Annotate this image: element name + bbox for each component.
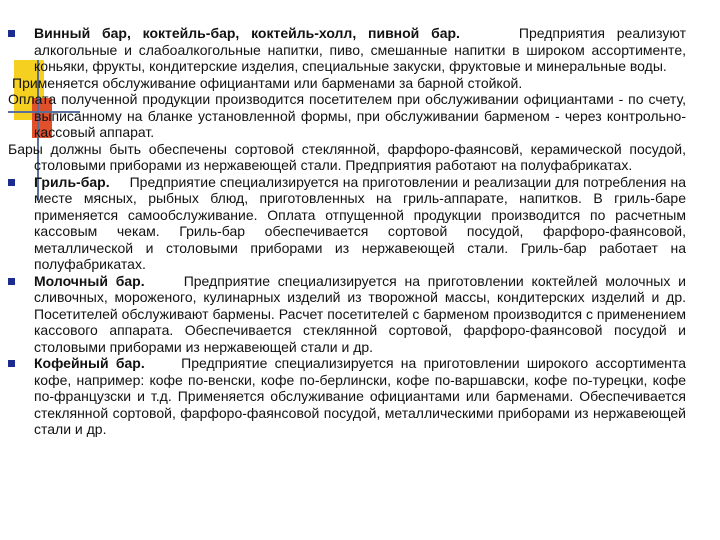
paragraph-wine-bar: [8, 25, 686, 75]
paragraph-payment: [8, 91, 686, 141]
paragraph-text: Предприятие специализируется на приготовлении и реализации для потребления на месте мясных, рыбных блюд, приготовленных на гриль-аппарате, напитков. В гриль-баре применяется самообслуживание. Оплата отпущенной продукции производится по расчетным кассовым чекам. Гриль-бар обеспечивается сортовой посудой, фарфоро-фаянсовой, металлической и столовыми приборами из нержавеющей стали. Гриль-бар работает на полуфабрикатах.: [34, 173, 686, 272]
square-bullet-icon: [8, 179, 15, 186]
paragraph-text: Предприятие специализируется на приготовлении широкого ассортимента кофе, например: кофе по-венски, кофе по-берлински, кофе по-варшавски, кофе по-турецки, кофе по-французски и т.д. Применяется обслуживание официантами или барменами. Обеспечивается стеклянной сортовой, фарфоро-фаянсовой посудой, металлическими приборами из нержавеющей стали и др.: [34, 355, 687, 437]
paragraph-text: Предприятие специализируется на приготовлении коктейлей молочных и сливочных, мороженого, кулинарных изделий из творожной массы, кондитерских изделий и др. Посетителей обслуживают бармены. Расчет посетителей с барменом производится с применением кассового аппарата. Обеспечивается стеклянной сортовой, фарфоро-фаянсовой посудой и столовыми приборами из нержавеющей стали и др.: [34, 272, 686, 355]
paragraph-milk-bar: [8, 273, 686, 356]
paragraph-heading: Винный бар, коктейль-бар, коктейль-холл, пивной бар.: [34, 25, 460, 41]
paragraph-heading: Молочный бар.: [34, 272, 145, 289]
paragraph-text: Применяется обслуживание официантами или барменами за барной стойкой.: [12, 74, 523, 91]
paragraph-equipment: [8, 141, 686, 174]
square-bullet-icon: [8, 278, 15, 285]
paragraph-heading: Кофейный бар.: [34, 355, 145, 371]
paragraph-text: Предприятия реализуют алкогольные и слабоалкогольные напитки, пиво, смешанные напитки в широком ассортименте, коньяки, фрукты, кондитерские изделия, специальные закуски, фруктовые и минеральные воды.: [34, 25, 686, 74]
paragraph-text: Оплата полученной продукции производится посетителем при обслуживании официантами - по счету, выписанному на бланке установленной формы, при обслуживании барменом - через контрольно-кассовый аппарат.: [8, 91, 686, 140]
paragraph-text: Бары должны быть обеспечены сортовой стеклянной, фарфоро-фаянсовй, керамической посудой, столовыми приборами из нержавеющей стали. Предприятия работают на полуфабрикатах.: [8, 140, 686, 173]
document-body: [8, 25, 686, 438]
paragraph-service-type: [8, 75, 686, 92]
paragraph-coffee-bar: [8, 355, 686, 438]
paragraph-grill-bar: [8, 174, 686, 273]
paragraph-heading: Гриль-бар.: [34, 173, 110, 190]
square-bullet-icon: [8, 360, 15, 367]
square-bullet-icon: [8, 30, 15, 37]
